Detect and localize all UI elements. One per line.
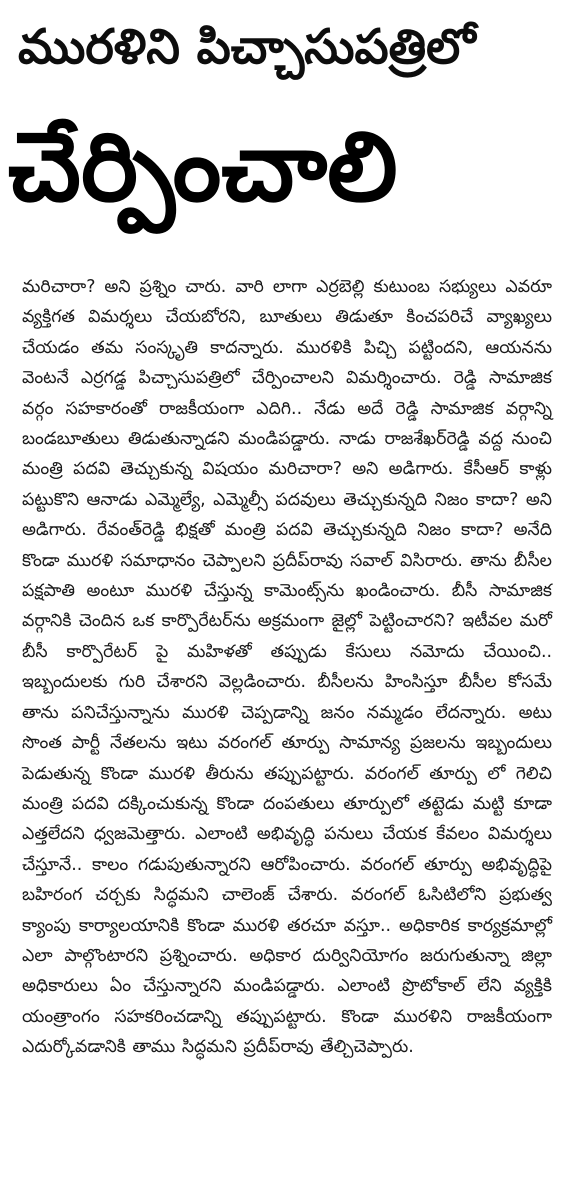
article-body: మరిచారా? అని ప్రశ్నిం చారు. వారి లాగా ఎర్రబెల్లి కుటుంబ సభ్యులు ఎవరూ వ్యక్తిగత విమర్శలు చేయబోరని, బూతులు తిడుతూ కించపరిచే వ్యాఖ్యలు చేయడం తమ సంస్కృతి కాదన్నారు. మురళికి పిచ్చి పట్టిందని, ఆయనను వెంటనే ఎర్రగడ్డ పిచ్చాసుపత్రిలో చేర్పించాలని విమర్శించారు. రెడ్డి సామాజిక వర్గం సహకారంతో రాజకీయంగా ఎదిగి.. నేడు అదే రెడ్డి సామాజిక వర్గాన్ని బండబూతులు తిడుతున్నాడని మండిపడ్డారు. నాడు రాజశేఖర్‌రెడ్డి వద్ద నుంచి మంత్రి పదవి తెచ్చుకున్న విషయం మరిచారా? అని అడిగారు. కేసీఆర్ కాళ్లు పట్టుకొని ఆనాడు ఎమ్మెల్యే, ఎమ్మెల్సీ పదవులు తెచ్చుకున్నది నిజం కాదా? అని అడిగారు. రేవంత్‌రెడ్డి భిక్షతో మంత్రి పదవి తెచ్చుకున్నది నిజం కాదా? అనేది కొండా మురళి సమాధానం చెప్పాలని ప్రదీప్‌రావు సవాల్ విసిరారు. తాను బీసీల పక్షపాతి అంటూ మురళి చేస్తున్న కామెంట్స్‌ను ఖండించారు. బీసీ సామాజిక వర్గానికి చెందిన ఒక కార్పొరేటర్‌ను అక్రమంగా జైల్లో పెట్టించారని? ఇటీవల మరో బీసీ కార్పొరేటర్ పై మహిళతో తప్పుడు కేసులు నమోదు చేయించి.. ఇబ్బందులకు గురి చేశారని వెల్లడించారు. బీసీలను హింసిస్తూ బీసీల కోసమే తాను పనిచేస్తున్నాను మురళి చెప్పడాన్ని జనం నమ్మడం లేదన్నారు. అటు సొంత పార్టీ నేతలను ఇటు వరంగల్ తూర్పు సామాన్య ప్రజలను ఇబ్బందులు పెడుతున్న కొండా మురళి తీరును తప్పుపట్టారు. వరంగల్ తూర్పు లో గెలిచి మంత్రి పదవి దక్కించుకున్న కొండా దంపతులు తూర్పులో తట్టెడు మట్టి కూడా ఎత్తలేదని ధ్వజమెత్తారు. ఎలాంటి అభివృద్ధి పనులు చేయక కేవలం విమర్శలు చేస్తూనే.. కాలం గడుపుతున్నారని ఆరోపించారు. వరంగల్ తూర్పు అభివృద్ధిపై బహిరంగ చర్చకు సిద్ధమని చాలెంజ్ చేశారు. వరంగల్ ఓసిటిలోని ప్రభుత్వ క్యాంపు కార్యాలయానికి కొండా మురళి తరచూ వస్తూ.. అధికారిక కార్యక్రమాల్లో ఎలా పాల్గొంటారని ప్రశ్నించారు. అధికార దుర్వినియోగం జరుగుతున్నా జిల్లా అధికారులు ఏం చేస్తున్నారని మండిపడ్డారు. ఎలాంటి ప్రొటోకాల్ లేని వ్యక్తికి యంత్రాంగం సహకరించడాన్ని తప్పుపట్టారు. కొండా మురళిని రాజకీయంగా ఎదుర్కోవడానికి తాము సిద్ధమని ప్రదీప్‌రావు తేల్చిచెప్పారు.	[22, 277, 552, 1058]
subheadline: మురళిని పిచ్చాసుపత్రిలో	[18, 19, 476, 75]
headline: చేర్పించాలి	[8, 111, 398, 223]
